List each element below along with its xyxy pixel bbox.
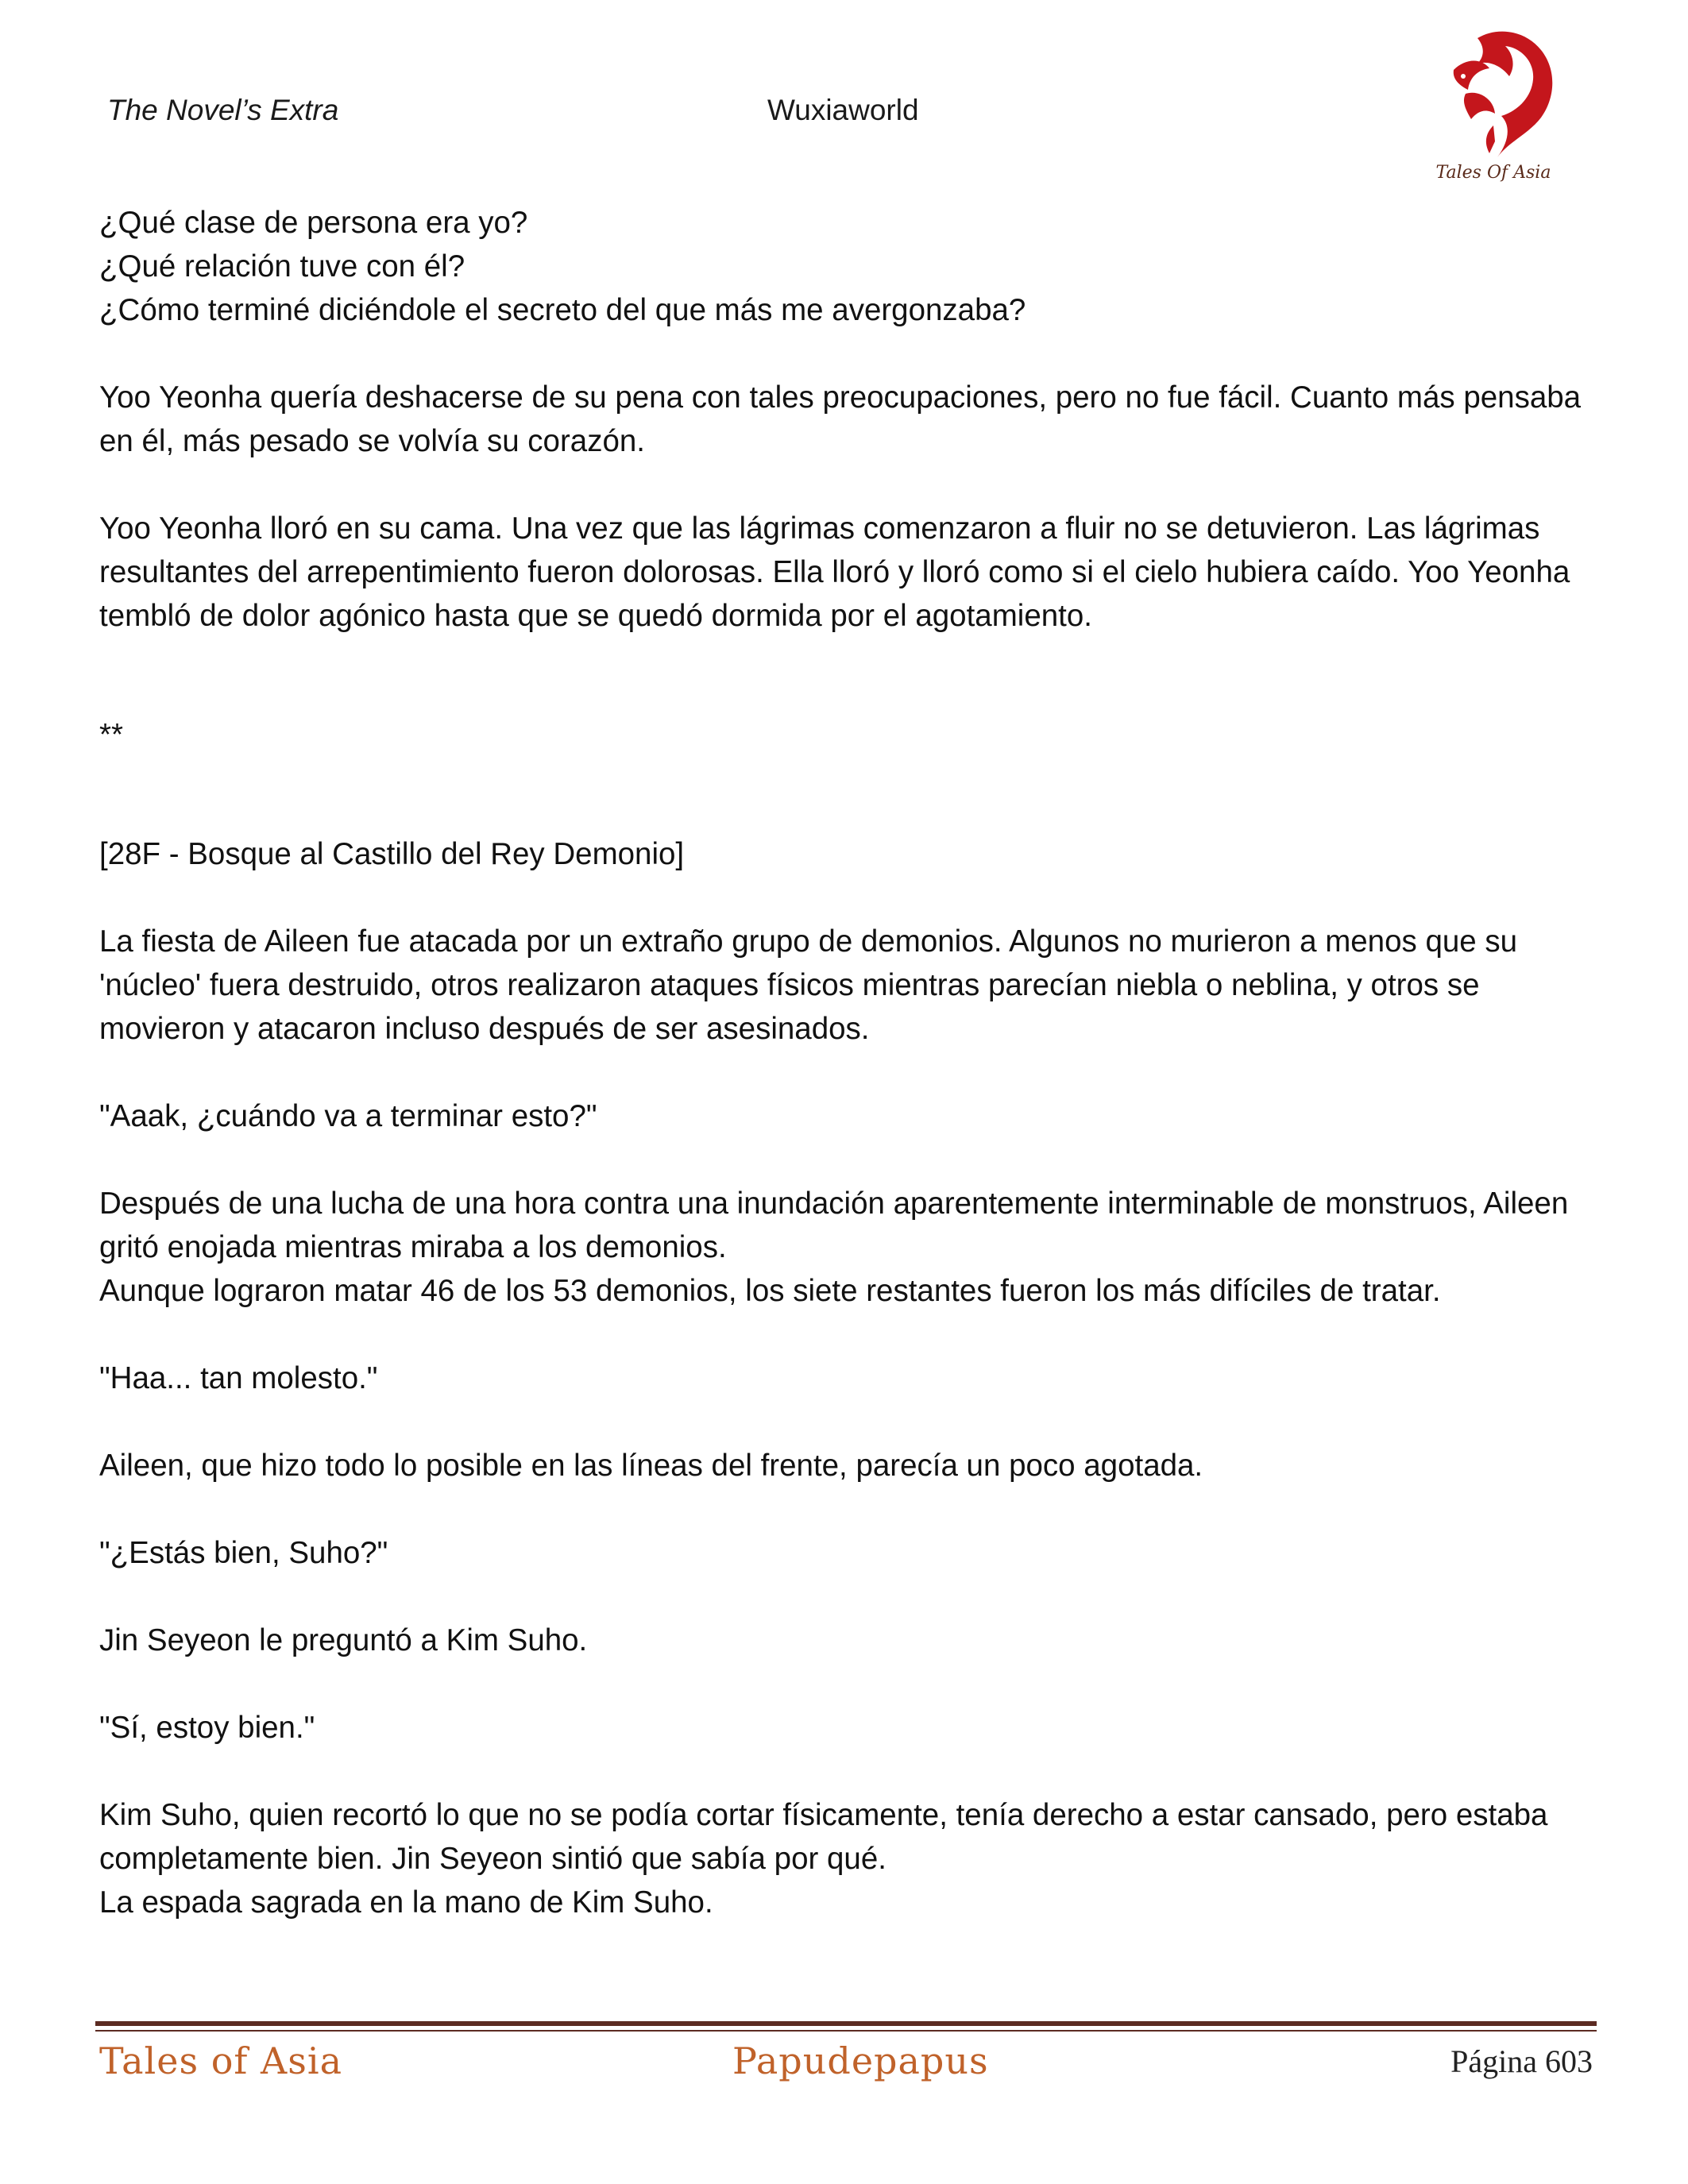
header-site: Wuxiaworld — [767, 94, 919, 126]
dialogue: "¿Estás bien, Suho?" — [99, 1536, 388, 1570]
paragraph: Después de una lucha de una hora contra una inundación aparentemente interminable de monstruos, Aileen gritó enojada mientras miraba a los demonios. — [99, 1187, 1577, 1264]
footer-translator: Papudepapus — [732, 2039, 989, 2082]
section-separator: ** — [99, 718, 123, 752]
paragraph: Yoo Yeonha quería deshacerse de su pena con tales preocupaciones, pero no fue fácil. Cuanto más pensaba en él, más pesado se volvía su corazón. — [99, 380, 1590, 458]
scene-heading: [28F - Bosque al Castillo del Rey Demonio] — [99, 837, 685, 871]
paragraph: Aileen, que hizo todo lo posible en las líneas del frente, parecía un poco agotada. — [99, 1449, 1203, 1483]
dialogue: "Haa... tan molesto." — [99, 1361, 378, 1395]
page-number: Página 603 — [1450, 2043, 1593, 2079]
paragraph: ¿Qué relación tuve con él? — [99, 249, 465, 284]
paragraph: ¿Cómo terminé diciéndole el secreto del que más me avergonzaba? — [99, 293, 1026, 327]
footer-rule-thin — [95, 2030, 1597, 2032]
paragraph: Jin Seyeon le preguntó a Kim Suho. — [99, 1623, 588, 1657]
footer-rule — [95, 2021, 1597, 2026]
paragraph: Aunque lograron matar 46 de los 53 demonios, los siete restantes fueron los más difíciles de tratar. — [99, 1274, 1441, 1308]
dialogue: "Sí, estoy bien." — [99, 1711, 315, 1745]
dragon-icon — [1422, 22, 1565, 185]
paragraph: ¿Qué clase de persona era yo? — [99, 206, 528, 240]
paragraph: Yoo Yeonha lloró en su cama. Una vez que las lágrimas comenzaron a fluir no se detuvieron. Las lágrimas resultantes del arrepentimiento fueron dolorosas. Ella lloró y lloró como si el cielo hubiera caído. Yoo Yeonha tembló de dolor agónico hasta que se quedó dormida por el agotamiento. — [99, 511, 1578, 633]
paragraph: La fiesta de Aileen fue atacada por un extraño grupo de demonios. Algunos no murieron a menos que su 'núcleo' fuera destruido, otros realizaron ataques físicos mientras parecían niebla o neblina, y otros se movieron y atacaron incluso después de ser asesinados. — [99, 924, 1526, 1046]
svg-text:Tales Of Asia: Tales Of Asia — [1435, 163, 1551, 183]
tales-of-asia-logo — [1422, 22, 1565, 185]
header-title: The Novel’s Extra — [107, 94, 339, 126]
paragraph: Kim Suho, quien recortó lo que no se podía cortar físicamente, tenía derecho a estar cansado, pero estaba completamente bien. Jin Seyeon sintió que sabía por qué. — [99, 1798, 1557, 1876]
dialogue: "Aaak, ¿cuándo va a terminar esto?" — [99, 1099, 597, 1133]
paragraph: La espada sagrada en la mano de Kim Suho. — [99, 1885, 713, 1920]
footer-site-name: Tales of Asia — [99, 2039, 343, 2082]
page-body — [99, 201, 1590, 1924]
